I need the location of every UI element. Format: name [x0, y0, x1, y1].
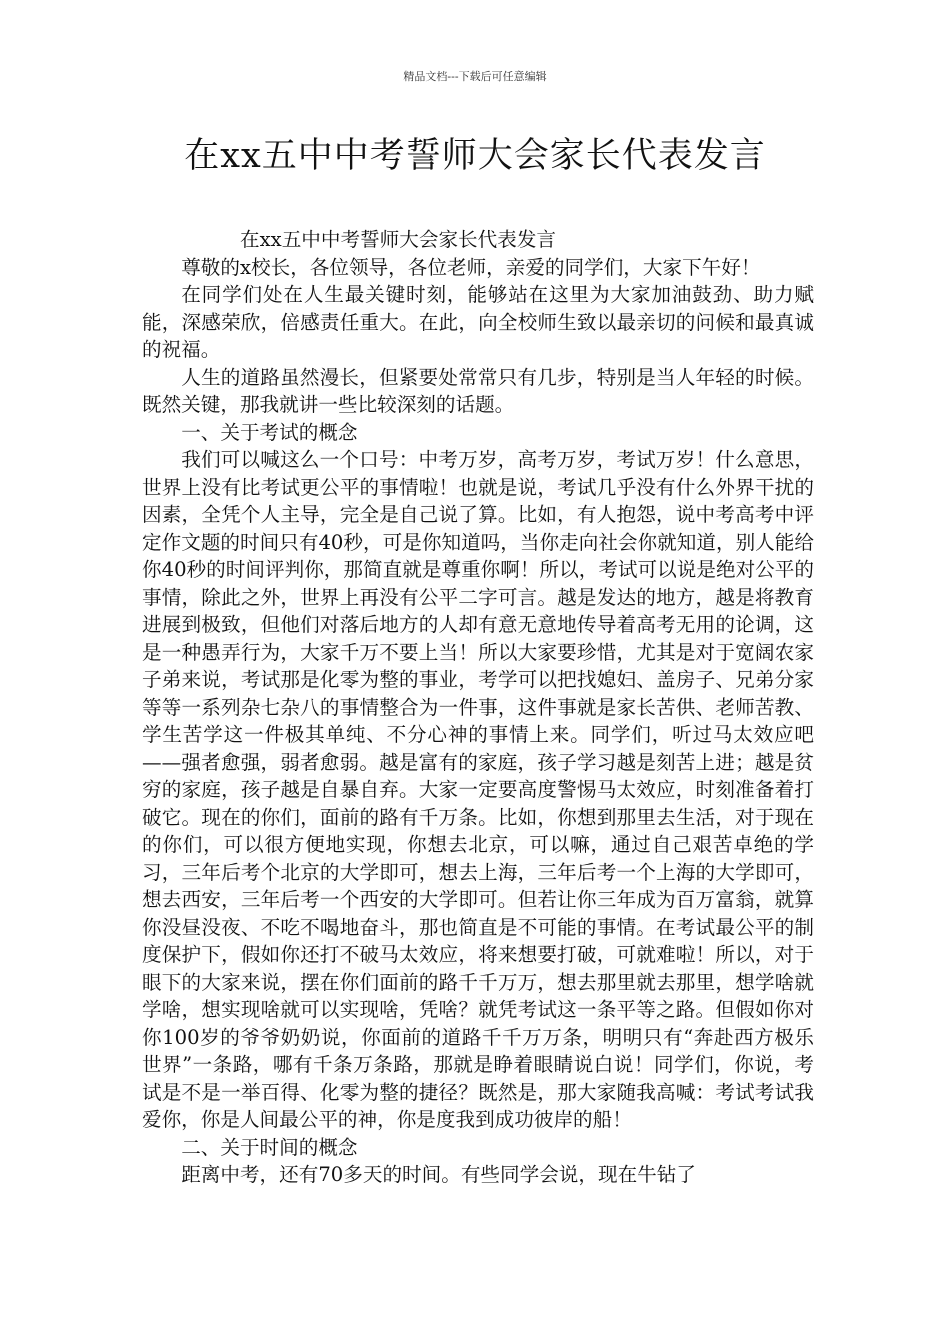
greeting-paragraph: 尊敬的x校长，各位领导，各位老师，亲爱的同学们，大家下午好！ [181, 255, 761, 279]
path-paragraph: 人生的道路虽然漫长，但紧要处常常只有几步，特别是当人年轻的时候。既然关键，那我就讲一些比较深刻的话题。 [142, 365, 814, 416]
page-header: 精品文档---下载后可任意编辑 [403, 70, 547, 83]
document-body [142, 226, 814, 1189]
document-title: 在xx五中中考誓师大会家长代表发言 [184, 136, 766, 176]
exam-paragraph: 我们可以喊这么一个口号：中考万岁，高考万岁，考试万岁！什么意思，世界上没有比考试更公平的事情啦！也就是说，考试几乎没有什么外界干扰的因素，全凭个人主导，完全是自己说了算。比如，有人抱怨，说中考高考中评定作文题的时间只有40秒，可是你知道吗，当你走向社会你就知道，别人能给你40秒的时间评判你，那简直就是尊重你啊！所以，考试可以说是绝对公平的事情，除此之外，世界上再没有公平二字可言。越是发达的地方，越是将教育进展到极致，但他们对落后地方的人却有意无意地传导着高考无用的论调，这是一种愚弄行为，大家千万不要上当！所以大家要珍惜，尤其是对于宽阔农家子弟来说，考试那是化零为整的事业，考学可以把找媳妇、盖房子、兄弟分家等等一系列杂七杂八的事情整合为一件事，这件事就是家长苦供、老师苦教、学生苦学这一件极其单纯、不分心神的事情上来。同学们，听过马太效应吧——强者愈强，弱者愈弱。越是富有的家庭，孩子学习越是刻苦上进；越是贫穷的家庭，孩子越是自暴自弃。大家一定要高度警惕马太效应，时刻准备着打破它。现在的你们，面前的路有千万条。比如，你想到那里去生活，对于现在的你们，可以很方便地实现，你想去北京，可以嘛，通过自己艰苦卓绝的学习，三年后考个北京的大学即可，想去上海，三年后考一个上海的大学即可，想去西安，三年后考一个西安的大学即可。但若让你三年成为百万富翁，就算你没昼没夜、不吃不喝地奋斗，那也简直是不可能的事情。在考试最公平的制度保护下，假如你还打不破马太效应，将来想要打破，可就难啦！所以，对于眼下的大家来说，摆在你们面前的路千千万万，想去那里就去那里，想学啥就学啥，想实现啥就可以实现啥，凭啥？就凭考试这一条平等之路。但假如你对你100岁的爷爷奶奶说，你面前的道路千千万万条，明明只有“奔赴西方极乐世界”一条路，哪有千条万条路，那就是睁着眼睛说白说！同学们，你说，考试是不是一举百得、化零为整的捷径？既然是，那大家随我高喊：考试考试我爱你，你是人间最公平的神，你是度我到成功彼岸的船！ [142, 448, 814, 1131]
document-subtitle: 在xx五中中考誓师大会家长代表发言 [240, 228, 557, 251]
section-heading-time: 二、关于时间的概念 [181, 1135, 358, 1159]
section-heading-exam: 一、关于考试的概念 [181, 420, 358, 444]
time-paragraph: 距离中考，还有70多天的时间。有些同学会说，现在牛钻了 [181, 1163, 696, 1186]
intro-paragraph: 在同学们处在人生最关键时刻，能够站在这里为大家加油鼓劲、助力赋能，深感荣欣，倍感责任重大。在此，向全校师生致以最亲切的问候和最真诚的祝福。 [142, 283, 814, 361]
